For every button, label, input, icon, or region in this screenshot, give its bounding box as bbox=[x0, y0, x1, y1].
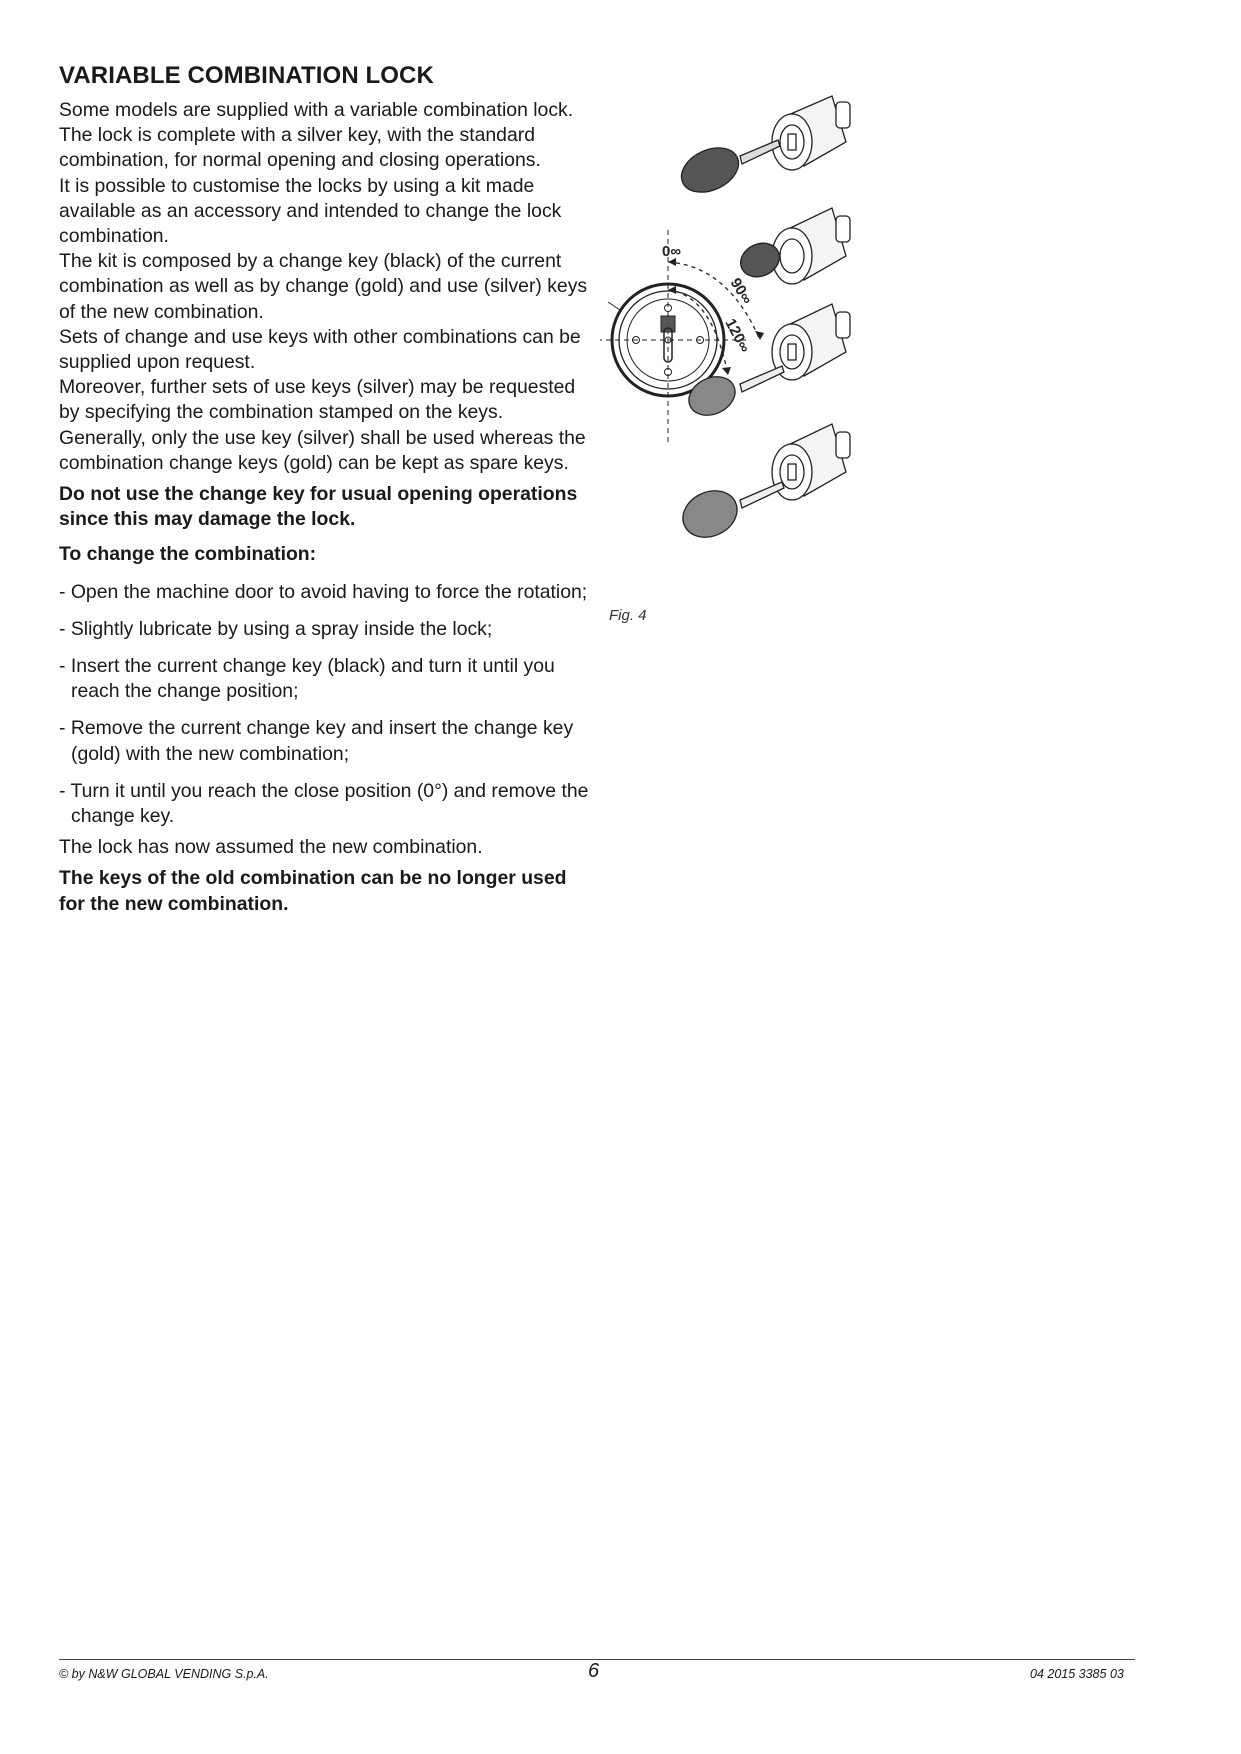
procedure-heading: To change the combination: bbox=[59, 543, 317, 566]
warning-text: Do not use the change key for usual opening operations since this may damage the lock. bbox=[59, 483, 578, 531]
paragraph: Some models are supplied with a variable combination lock. bbox=[59, 99, 574, 121]
footer-copyright: © by N&W GLOBAL VENDING S.p.A. bbox=[59, 1667, 269, 1681]
angle-label: 0∞ bbox=[662, 243, 682, 260]
lock-cylinder-with-key-icon bbox=[675, 424, 850, 546]
lock-cylinder-with-key-icon bbox=[735, 208, 850, 284]
lock-cylinder-with-key-icon bbox=[683, 304, 850, 422]
step-item: - Turn it until you reach the close position (0°) and remove the change key. bbox=[59, 779, 589, 828]
paragraph: The kit is composed by a change key (black) of the current combination as well as by change (gold) and use (silver) keys of the new combination. bbox=[59, 250, 588, 323]
final-note: The keys of the old combination can be no longer used for the new combination. bbox=[59, 867, 567, 915]
result-text: The lock has now assumed the new combination. bbox=[59, 836, 483, 859]
angle-label: 120∞ bbox=[721, 315, 754, 356]
step-item: - Insert the current change key (black) and turn it until you reach the change position; bbox=[59, 655, 555, 703]
document-code: 04 2015 3385 03 bbox=[1030, 1667, 1124, 1681]
lock-figure bbox=[600, 90, 960, 590]
step-item: - Slightly lubricate by using a spray inside the lock; bbox=[59, 617, 493, 640]
paragraph: Moreover, further sets of use keys (silver) may be requested by specifying the combination stamped on the keys. bbox=[59, 376, 576, 424]
figure-caption: Fig. 4 bbox=[609, 607, 647, 624]
paragraph: Generally, only the use key (silver) shall be used whereas the combination change keys (gold) can be kept as spare keys. bbox=[59, 426, 586, 474]
main-column bbox=[59, 62, 589, 917]
step-item: - Open the machine door to avoid having to force the rotation; bbox=[59, 580, 588, 603]
angle-label: 90∞ bbox=[726, 275, 756, 308]
procedure-steps bbox=[59, 580, 589, 830]
paragraph: Sets of change and use keys with other combinations can be supplied upon request. bbox=[59, 325, 581, 374]
page-number: 6 bbox=[588, 1660, 600, 1682]
intro-paragraphs bbox=[59, 98, 589, 476]
section-title: VARIABLE COMBINATION LOCK bbox=[59, 62, 434, 89]
step-item: - Remove the current change key and insert the change key (gold) with the new combination; bbox=[59, 717, 574, 765]
paragraph: It is possible to customise the locks by using a kit made available as an accessory and intended to change the lock combination. bbox=[59, 174, 562, 248]
paragraph: The lock is complete with a silver key, with the standard combination, for normal opening and closing operations. bbox=[59, 124, 541, 172]
lock-cylinder-with-key-icon bbox=[674, 96, 850, 201]
